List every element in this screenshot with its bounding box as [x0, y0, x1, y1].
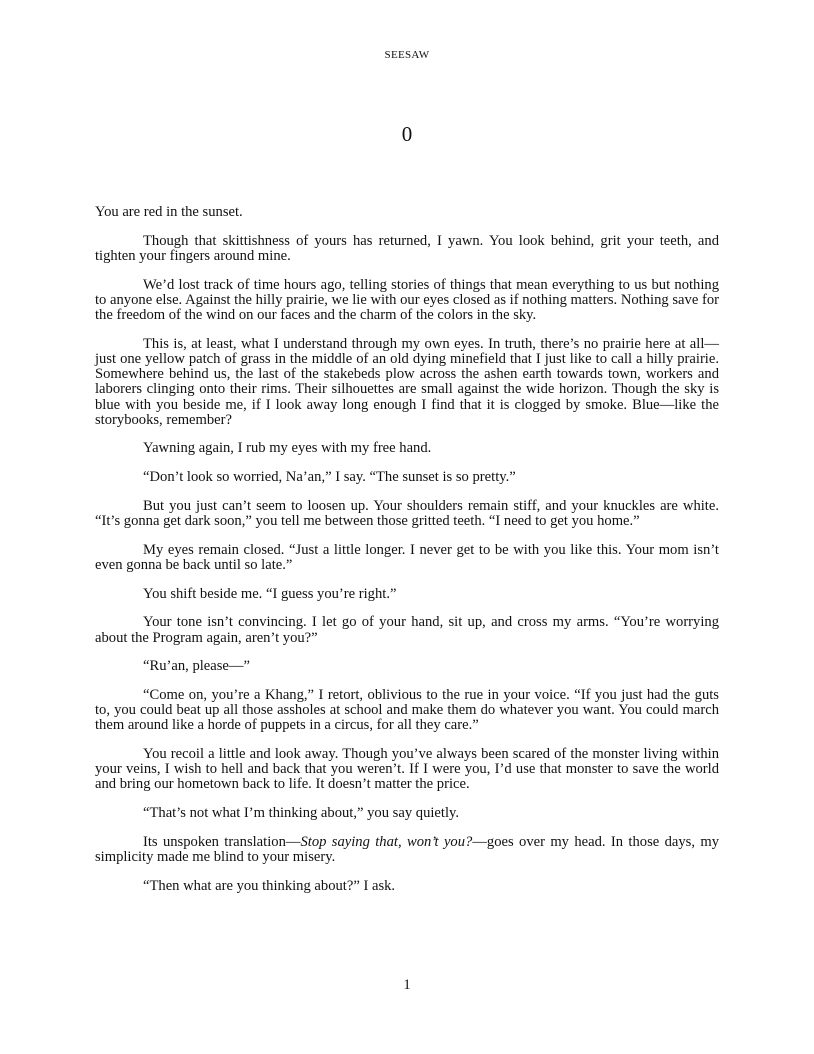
page-number: 1: [403, 977, 411, 993]
paragraph: You shift beside me. “I guess you’re right.”: [143, 585, 397, 602]
paragraph: Yawning again, I rub my eyes with my free hand.: [143, 440, 432, 457]
chapter-number: 0: [401, 122, 413, 146]
paragraph: You are red in the sunset.: [95, 204, 243, 220]
paragraph: Though that skittishness of yours has returned, I yawn. You look behind, grit your teeth, and tighten your fingers around mine.: [95, 232, 719, 264]
italic-phrase: Stop saying that, won’t you?: [300, 833, 473, 850]
paragraph: But you just can’t seem to loosen up. Your shoulders remain stiff, and your knuckles are white. “It’s gonna get dark soon,” you tell me between those gritted teeth. “I need to get you home.”: [95, 497, 719, 530]
running-head: SEESAW: [384, 49, 430, 61]
body-text: [95, 205, 719, 894]
paragraph: We’d lost track of time hours ago, telling stories of things that mean everything to us but nothing to anyone else. Against the hilly prairie, we lie with our eyes closed as if nothing matters. Nothing save for the freedom of the wind on our faces and the charm of the colors in the sky.: [95, 276, 719, 324]
paragraph: Your tone isn’t convincing. I let go of your hand, sit up, and cross my arms. “You’re worrying about the Program again, aren’t you?”: [95, 614, 719, 646]
paragraph: “Ru’an, please—”: [143, 658, 250, 675]
paragraph-text-before: Its unspoken translation—: [143, 833, 301, 850]
paragraph: “Don’t look so worried, Na’an,” I say. “The sunset is so pretty.”: [143, 469, 516, 486]
paragraph: “Then what are you thinking about?” I ask.: [143, 877, 396, 894]
paragraph: My eyes remain closed. “Just a little longer. I never get to be with you like this. Your mom isn’t even gonna be back until so late.”: [95, 541, 719, 573]
paragraph-with-italic: [95, 835, 719, 865]
paragraph: You recoil a little and look away. Though you’ve always been scared of the monster living within your veins, I wish to hell and back that you weren’t. If I were you, I’d use that monster to save the world and bring our hometown back to life. It doesn’t matter the price.: [95, 746, 719, 793]
paragraph: “That’s not what I’m thinking about,” you say quietly.: [143, 805, 460, 822]
paragraph-text-after: —goes over my head. In those days, my simplicity made me blind to your misery.: [95, 833, 720, 866]
paragraph: This is, at least, what I understand through my own eyes. In truth, there’s no prairie here at all—just one yellow patch of grass in the middle of an old dying minefield that I just like to call a hilly prairie. Somewhere behind us, the last of the stakebeds plow across the ashen earth towards town, workers and laborers clinging onto their rims. Their silhouettes are small against the wide horizon. Though the sky is blue with you beside me, if I look away long enough I find that it is clogged by smoke. Blue—like the storybooks, remember?: [95, 335, 719, 428]
paragraph: “Come on, you’re a Khang,” I retort, oblivious to the rue in your voice. “If you just had the guts to, you could beat up all those assholes at school and make them do whatever you want. You could march them around like a horde of puppets in a circus, for all they care.”: [95, 686, 719, 734]
